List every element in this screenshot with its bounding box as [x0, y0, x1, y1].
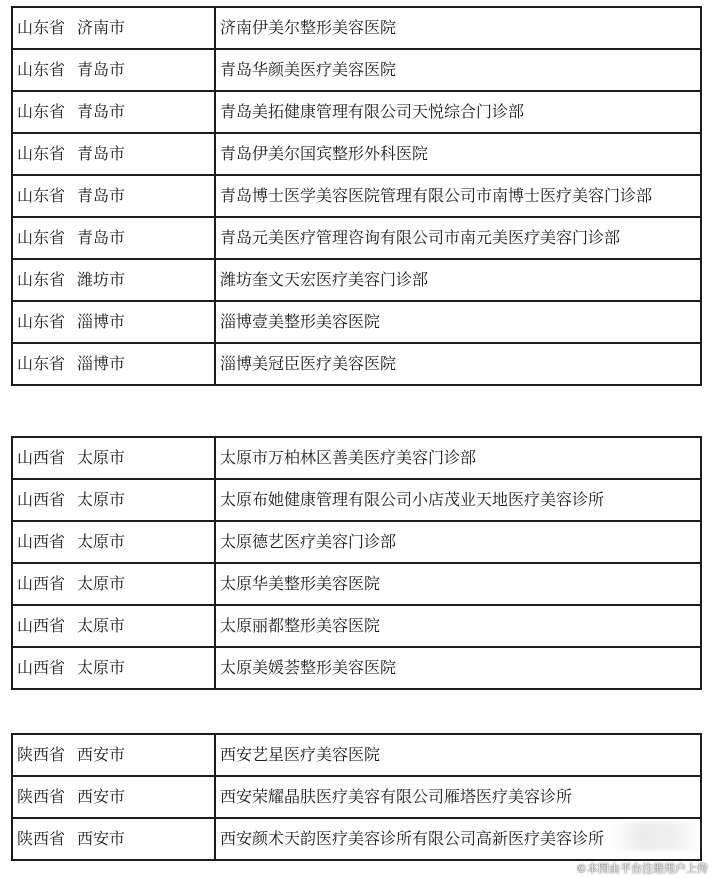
- hospital-table-shanxi: [11, 436, 702, 690]
- province-label: 山东省: [17, 60, 66, 79]
- table-row: [12, 49, 701, 91]
- city-label: 太原市: [77, 616, 126, 635]
- location-cell: [12, 49, 215, 91]
- city-label: 太原市: [77, 658, 126, 677]
- hospital-table-shaanxi: [11, 733, 702, 861]
- table-row: [12, 343, 701, 385]
- table-row: [12, 437, 701, 479]
- city-label: 西安市: [77, 829, 126, 848]
- location-cell: [12, 521, 215, 563]
- city-label: 太原市: [77, 574, 126, 593]
- location-cell: [12, 734, 215, 776]
- location-cell: [12, 91, 215, 133]
- mosaic-blur-overlay: [610, 822, 702, 850]
- table-row: [12, 91, 701, 133]
- province-label: 山西省: [17, 532, 66, 551]
- province-label: 山东省: [17, 186, 66, 205]
- province-label: 山西省: [17, 658, 66, 677]
- city-label: 青岛市: [77, 186, 126, 205]
- city-label: 淄博市: [77, 354, 126, 373]
- location-cell: [12, 343, 215, 385]
- location-cell: [12, 563, 215, 605]
- province-label: 陕西省: [17, 787, 66, 806]
- table-row: [12, 133, 701, 175]
- hospital-name-cell: 潍坊奎文天宏医疗美容门诊部: [215, 259, 701, 301]
- location-cell: [12, 437, 215, 479]
- table-row: [12, 776, 701, 818]
- table-row: [12, 521, 701, 563]
- location-cell: [12, 175, 215, 217]
- province-label: 山东省: [17, 144, 66, 163]
- hospital-name-cell: 青岛伊美尔国宾整形外科医院: [215, 133, 701, 175]
- location-cell: [12, 133, 215, 175]
- location-cell: [12, 776, 215, 818]
- city-label: 太原市: [77, 490, 126, 509]
- location-cell: [12, 7, 215, 49]
- city-label: 潍坊市: [77, 270, 126, 289]
- province-label: 山东省: [17, 354, 66, 373]
- city-label: 青岛市: [77, 102, 126, 121]
- upload-watermark: ©本图由平台注册用户上传: [576, 862, 708, 875]
- province-label: 山东省: [17, 312, 66, 331]
- province-label: 陕西省: [17, 829, 66, 848]
- hospital-name-cell: 太原布她健康管理有限公司小店茂业天地医疗美容诊所: [215, 479, 701, 521]
- province-label: 山西省: [17, 574, 66, 593]
- location-cell: [12, 217, 215, 259]
- hospital-name-cell: 太原德艺医疗美容门诊部: [215, 521, 701, 563]
- province-label: 山西省: [17, 490, 66, 509]
- hospital-name-cell: 青岛博士医学美容医院管理有限公司市南博士医疗美容门诊部: [215, 175, 701, 217]
- city-label: 西安市: [77, 745, 126, 764]
- province-label: 山东省: [17, 102, 66, 121]
- table-row: [12, 563, 701, 605]
- city-label: 济南市: [77, 18, 126, 37]
- table-row: [12, 217, 701, 259]
- location-cell: [12, 301, 215, 343]
- location-cell: [12, 647, 215, 689]
- hospital-name-cell: 青岛美拓健康管理有限公司天悦综合门诊部: [215, 91, 701, 133]
- hospital-name-cell: 太原市万柏林区善美医疗美容门诊部: [215, 437, 701, 479]
- province-label: 陕西省: [17, 745, 66, 764]
- location-cell: [12, 818, 215, 860]
- table-row: [12, 7, 701, 49]
- province-label: 山西省: [17, 616, 66, 635]
- table-row: [12, 259, 701, 301]
- hospital-name-cell: 西安艺星医疗美容医院: [215, 734, 701, 776]
- table-row: [12, 479, 701, 521]
- hospital-name-cell: 西安荣耀晶肤医疗美容有限公司雁塔医疗美容诊所: [215, 776, 701, 818]
- city-label: 西安市: [77, 787, 126, 806]
- hospital-name-cell: 太原美媛荟整形美容医院: [215, 647, 701, 689]
- table-row: [12, 818, 701, 860]
- location-cell: [12, 479, 215, 521]
- city-label: 太原市: [77, 448, 126, 467]
- table-row: [12, 605, 701, 647]
- province-label: 山西省: [17, 448, 66, 467]
- location-cell: [12, 259, 215, 301]
- province-label: 山东省: [17, 270, 66, 289]
- hospital-name-cell: 太原丽都整形美容医院: [215, 605, 701, 647]
- city-label: 青岛市: [77, 144, 126, 163]
- city-label: 太原市: [77, 532, 126, 551]
- table-row: [12, 647, 701, 689]
- hospital-name-cell: 西安颜术天韵医疗美容诊所有限公司高新医疗美容诊所: [215, 818, 701, 860]
- hospital-name-cell: 青岛元美医疗管理咨询有限公司市南元美医疗美容门诊部: [215, 217, 701, 259]
- table-row: [12, 175, 701, 217]
- province-label: 山东省: [17, 18, 66, 37]
- province-label: 山东省: [17, 228, 66, 247]
- hospital-name-cell: 济南伊美尔整形美容医院: [215, 7, 701, 49]
- location-cell: [12, 605, 215, 647]
- hospital-name-cell: 太原华美整形美容医院: [215, 563, 701, 605]
- hospital-name-cell: 青岛华颜美医疗美容医院: [215, 49, 701, 91]
- table-row: [12, 301, 701, 343]
- table-row: [12, 734, 701, 776]
- city-label: 青岛市: [77, 228, 126, 247]
- hospital-name-cell: 淄博壹美整形美容医院: [215, 301, 701, 343]
- hospital-name-cell: 淄博美冠臣医疗美容医院: [215, 343, 701, 385]
- city-label: 淄博市: [77, 312, 126, 331]
- hospital-table-shandong: [11, 6, 702, 386]
- city-label: 青岛市: [77, 60, 126, 79]
